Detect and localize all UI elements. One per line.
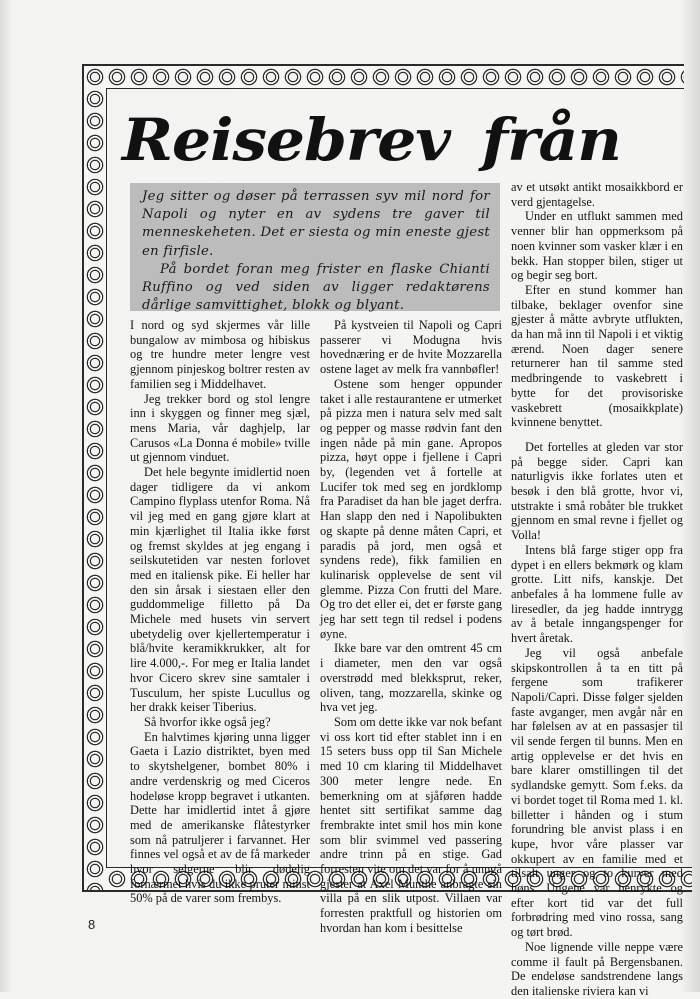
page-number: 8 [88,917,96,932]
paragraph: Så hvorfor ikke også jeg? [144,714,271,729]
ornamental-border-left [84,66,106,890]
paragraph: Noe lignende ville neppe være comme il fault på Bergensbanen. De endeløse sandstrendene langs den italienske riviera kan vi [511,939,683,998]
headline [122,104,700,176]
paragraph: Det fortelles at gleden var stor på begge sider. Capri kan naturligvis ikke forlates uten et besøk i den blå grotte, hvor vi, utstrakte i små robåter ble trukket gjennom en smal revne i fjellet og Volla! [511,439,683,543]
paragraph: Som om dette ikke var nok befant vi oss kort tid efter stablet inn i en 15 seters buss opp til San Michele med 10 cm klaring til Middelhavet 300 meter lengre nede. En bemerkning om at sjåføren hadde hentet sitt sertifikat samme dag frembrakte intet smil hos min kone som blir svimmel ved passering andre trinn på en stige. Gad forresten vite om det var for å unngå gjester at Axel Munthe anbragte sin villa på en slik utpost. Villaen var forresten praktfull og historien om hvordan han kom i besittelse [320,714,502,935]
border-rule-top-inner [106,88,684,89]
paragraph: På kystveien til Napoli og Capri passerer vi Modugna hvis hovednæring er de hvite Mozzarella ostene laget av melk fra vannbøfler! [320,318,502,377]
paragraph: Intens blå farge stiger opp fra dypet i en ellers bekmørk og klam grotte. Litt nifs, kanskje. Det anbefales å ha lommene fulle av liresedler, da jeg hadde inntrygg av å betale inngangspenger for hvert åretak. [511,542,683,646]
paragraph: En halvtimes kjøring unna ligger Gaeta i Lazio distriktet, byen med to skytshelgener, bombet 80% i andre verdenskrig og med Ciceros hodeløse kropp begravet i utkanten. Dette har imidlertid intet å gjøre med de amerikanske flåtestyrker som nå patruljerer i farvannet. Her finnes vel også et av de få markeder hvor selgerne blir dødelig fornærmet hvis du ikke pruter minst 50% på de varer som frembys. [130,729,310,906]
paragraph: Jeg vil også anbefale skipskontrollen å ta en titt på fergene som trafikerer Napoli/Capri. Disse følger sjelden faste avganger, men avgår når en har følelsen av at en passasjer til vil sende fergen til bunns. Men en artig opplevelse er det hvis en bare klarer omstillingen til det sydlandske gemytt. Som f.eks. da vi bordet toget til Roma med 1. kl. billetter i hånden og i stum forundring ble anvist plass i en kupe, hvor våre plasser var okkupert av en familie med et tilsalt unger og to kurver med høns. Ungene var henrykte og efter kort tid var det full forbrødring med vino rossa, sang og tørt brød. [511,645,683,940]
paragraph: I nord og syd skjermes vår lille bungalow av mimbosa og hibiskus og tre hundre meter lengre vest gjennom pinjeskog boltrer resten av familien seg i Middelhavet. [130,318,310,391]
intro-box [130,183,500,314]
paragraph: av et utsøkt antikt mosaikkbord er verd gjentagelse. [511,180,683,209]
headline-word-2: från [481,106,621,174]
border-rule-top-outer [84,64,684,66]
border-rule-left-outer [82,64,84,892]
intro-paragraph: På bordet foran meg frister en flaske Chianti Ruffino og ved siden av ligger redaktørens dårlige samvittighet, blokk og blyant. [142,261,490,314]
paragraph: Jeg trekker bord og stol lengre inn i skyggen og finner meg sjæl, mens Maria, vår daghjelp, lar Carusos «La Donna é mobile» tville ut gjennom vinduet. [130,391,310,465]
border-rule-left-inner [106,88,107,868]
paragraph: Ikke bare var den omtrent 45 cm i diameter, men den var også overstrødd med blekksprut, reker, oliven, tang, mozzarella, skinke og hva vet jeg. [320,641,502,715]
article-column-1 [130,318,310,906]
article-column-2 [320,318,502,936]
intro-paragraph: Jeg sitter og døser på terrassen syv mil nord for Napoli og nyter en av sydens tre gaver til menneskeheten. Det er siesta og min eneste gjest en firfisle. [142,189,490,259]
paragraph: Det hele begynte imidlertid noen dager tidligere da vi ankom Campino flyplass utenfor Roma. Nå vil jeg med en gang gjøre klart at min kjærlighet til Italia ikke først og fremst skyldes at jeg engang i seilskutetiden var nesten forlovet med en italiensk pike. Ei heller har den sin årsak i siestaen eller den guddommelige filletto på Da Michele med husets vin servert ubetydelig over kjellertemperatur i blå/hvite keramikkrukker, alt for lire 4.000,-. For meg er Italia landet hvor Cicero skrev sine samtaler i Tusculum, her spiste Lucullus og her drakk keiser Tiberius. [130,465,310,715]
paragraph: Ostene som henger oppunder taket i alle restaurantene er utmerket på pizza men i natura selv med salt og pepper og masse rødvin fant den ingen nåde på min gane. Apropos pizza, høyt oppe i fjellene i Capri by, (legenden vet å fortelle at Lucifer tok med seg en jordklomp fra Paradiset da han ble jaget derfra. Han slapp den ned i Napolibukten og skapte på denne måten Capri, et paradis på jord, men også et syndens rede), fikk familien en kulinarisk opplevelse de sent vil glemme. Pizza Con frutti del Mare. Og tro det eller ei, det er første gang jeg har sett tegn til redsel i podens øyne. [320,376,502,641]
ornamental-border-top [84,66,684,88]
headline-word-1: Reisebrev [122,106,450,174]
paragraph: Efter en stund kommer han tilbake, beklager ovenfor sine gjester å måtte avbryte utflukten, da han må inn til Napoli i et viktig ærend. Noen dager senere returnerer han til samme sted medbringende to vaskebrett i bytte for det provisoriske vaskebrett (mosaikkplate) kvinnene benyttet. [511,282,683,430]
paragraph: Under en utflukt sammen med venner blir han oppmerksom på noen kvinner som vasker klær i en bekk. Han stopper bilen, stiger ut og begir seg bort. [511,209,683,283]
article-column-3 [511,180,683,999]
